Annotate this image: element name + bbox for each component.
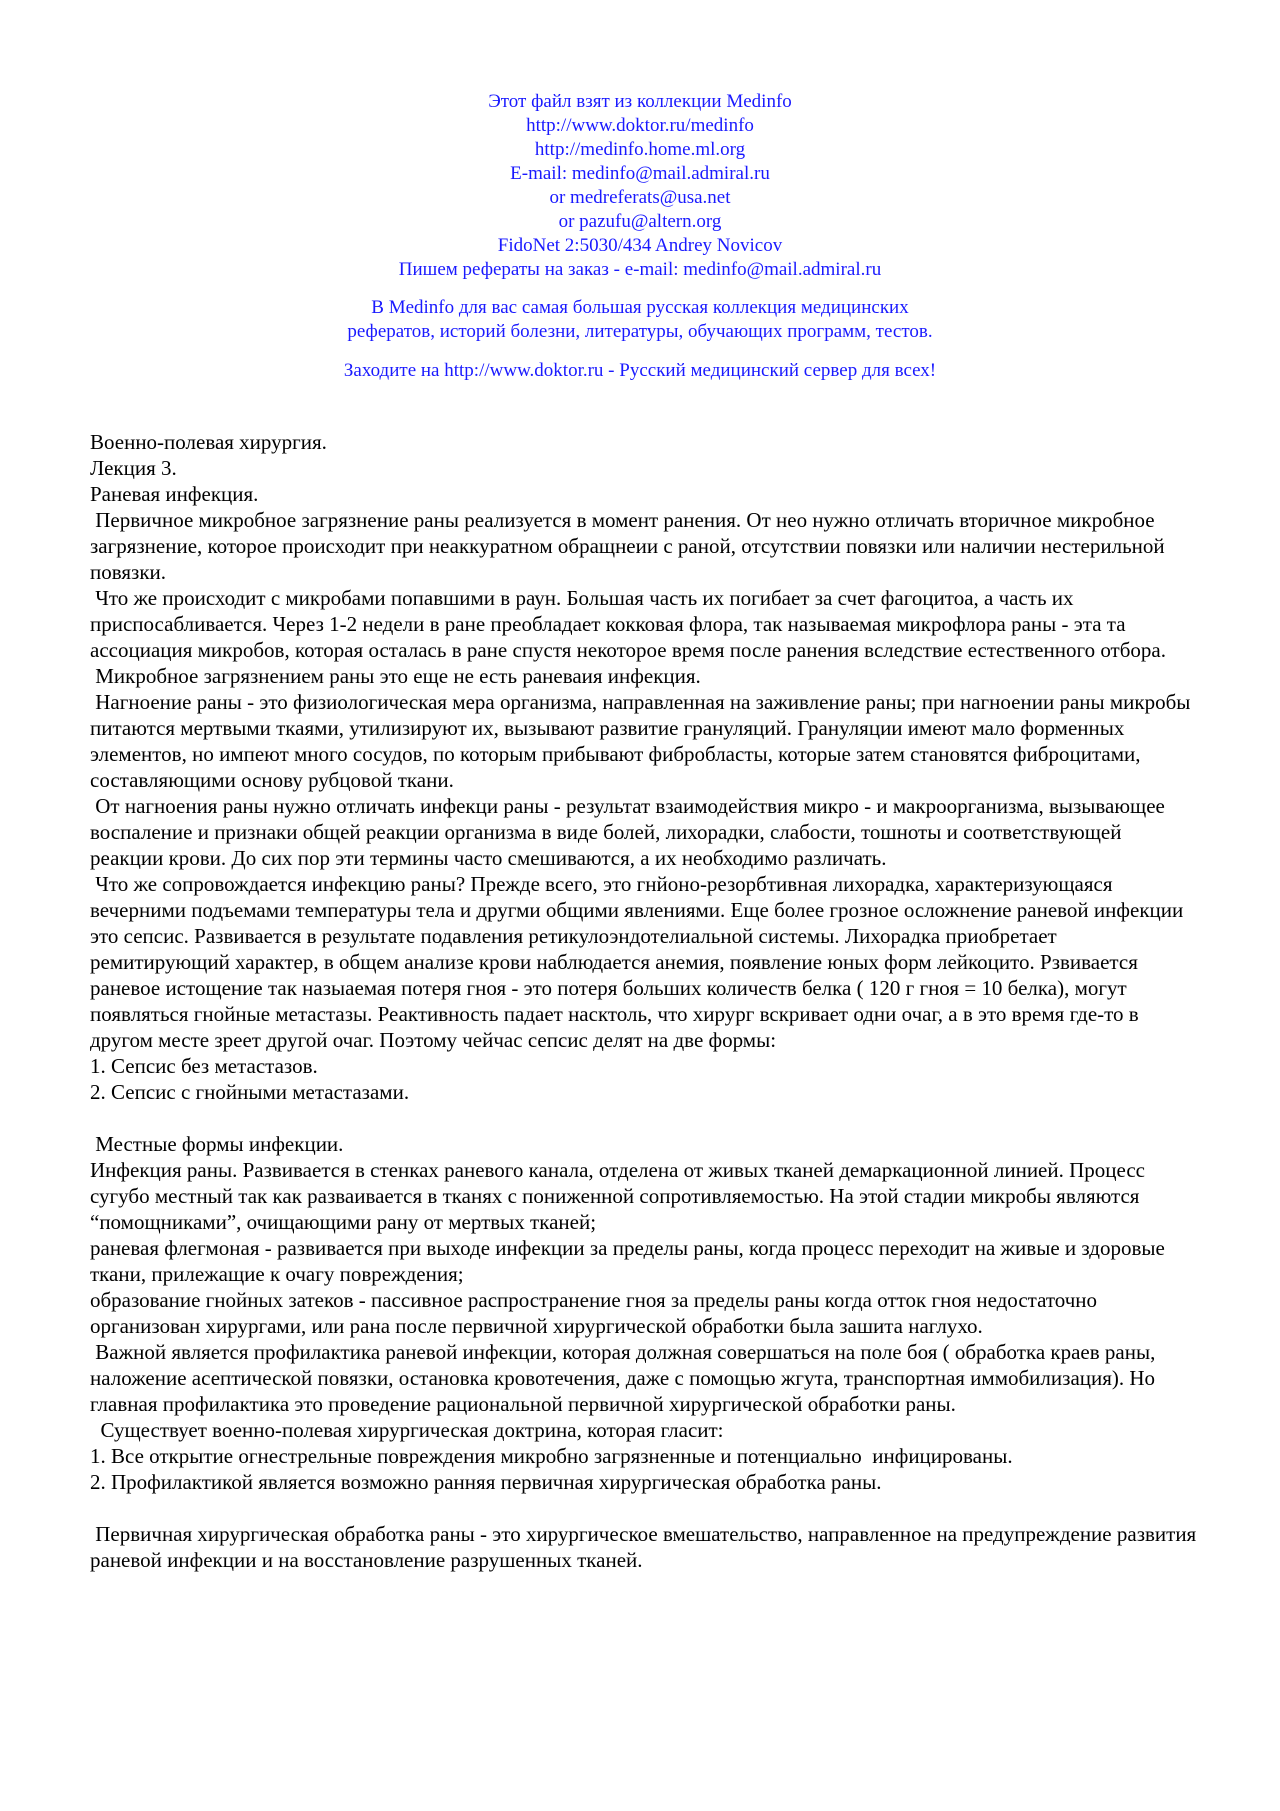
list-item: 1. Сепсис без метастазов. (90, 1054, 318, 1078)
header-visit-line: Заходите на http://www.doktor.ru - Русский медицинский сервер для всех! (343, 360, 937, 381)
header-fidonet: FidoNet 2:5030/434 Andrey Novicov (497, 235, 783, 256)
paragraph: образование гнойных затеков - пассивное распространение гноя за пределы раны когда отток гноя недостаточно организован хирургами, или рана после первичной хирургической обработки была зашита наглухо. (90, 1288, 1098, 1338)
header-email[interactable]: or pazufu@altern.org (558, 211, 722, 232)
header-link[interactable]: http://www.doktor.ru/medinfo (526, 115, 754, 136)
list-item: 2. Сепсис с гнойными метастазами. (90, 1080, 410, 1104)
paragraph: Что же происходит с микробами попавшими в раун. Большая часть их погибает за счет фагоцитоа, а часть их приспосабливается. Через 1-2 недели в ране преобладает кокковая флора, так называемая микрофлора раны - эта та ассоциация микробов, которая осталась в ране спустя некоторое время после ранения вследствие естественного отбора. (90, 586, 1166, 662)
paragraph: Микробное загрязнением раны это еще не есть раневаия инфекция. (90, 664, 701, 688)
header-order-line: Пишем рефераты на заказ - e-mail: medinfo@mail.admiral.ru (398, 259, 882, 280)
header-email[interactable]: or medreferats@usa.net (549, 187, 731, 208)
header-promo-line: рефератов, историй болезни, литературы, обучающих программ, тестов. (347, 321, 933, 342)
doc-title: Военно-полевая хирургия. (90, 430, 327, 454)
lecture-content (90, 429, 1200, 1573)
paragraph: Нагноение раны - это физиологическая мера организма, направленная на заживление раны; при нагноении раны микробы питаются мертвыми ткаями, утилизируют их, вызывают развитие грануляций. Грануляции имеют мало форменных элементов, но импеют много сосудов, по которым прибывают фибробласты, которые затем становятся фиброцитами, составляющими основу рубцовой ткани. (90, 690, 1196, 792)
paragraph: Первичная хирургическая обработка раны - это хирургическое вмешательство, направленное на предупреждение развития раневой инфекции и на восстановление разрушенных тканей. (90, 1522, 1202, 1572)
paragraph: раневая флегмоная - развивается при выходе инфекции за пределы раны, когда процесс переходит на живые и здоровые ткани, прилежащие к очагу повреждения; (90, 1236, 1165, 1286)
header-line: Этот файл взят из коллекции Medinfo (488, 91, 792, 112)
paragraph: Что же сопровождается инфекцию раны? Прежде всего, это гнйоно-резорбтивная лихорадка, характеризующаяся вечерними подъемами температуры тела и другми общими явлениями. Еще более грозное осложнение раневой инфекции это сепсис. Развивается в результате подавления ретикулоэндотелиальной системы. Лихорадка приобретает ремитирующий характер, в общем анализе крови наблюдается анемия, появление юных форм лейкоцито. Рзвивается раневое истощение так назыаемая потеря гноя - это потеря больших количеств белка ( 120 г гноя = 10 белка), могут появляться гнойные метастазы. Реактивность падает насктоль, что хирург вскривает одни очаг, а в это время где-то в другом месте зреет другой очаг. Поэтому чейчас сепсис делят на две формы: (90, 872, 1189, 1052)
lecture-topic: Раневая инфекция. (90, 482, 259, 506)
medinfo-header (90, 90, 1190, 383)
header-link[interactable]: http://medinfo.home.ml.org (534, 139, 746, 160)
paragraph: От нагноения раны нужно отличать инфекци раны - результат взаимодействия микро - и макроорганизма, вызывающее воспаление и признаки общей реакции организма в виде болей, лихорадки, слабости, тошноты и соответствующей реакции крови. До сих пор эти термины часто смешиваются, а их необходимо различать. (90, 794, 1171, 870)
header-email[interactable]: E-mail: medinfo@mail.admiral.ru (510, 163, 770, 184)
paragraph: Первичное микробное загрязнение раны реализуется в момент ранения. От нео нужно отличать вторичное микробное загрязнение, которое происходит при неаккуратном обращнеии с раной, отсутствии повязки или наличии нестерильной повязки. (90, 508, 1170, 584)
header-promo-line: В Medinfo для вас самая большая русская коллекция медицинских (371, 297, 909, 318)
section-heading: Местные формы инфекции. (90, 1132, 344, 1156)
paragraph: Существует военно-полевая хирургическая доктрина, которая гласит: (90, 1418, 724, 1442)
paragraph: Инфекция раны. Развивается в стенках раневого канала, отделена от живых тканей демаркационной линией. Процесс сугубо местный так как разваивается в тканях с пониженной сопротивляемостью. На этой стадии микробы являются “помощниками”, очищающими рану от мертвых тканей; (90, 1158, 1146, 1234)
list-item: 1. Все открытие огнестрельные повреждения микробно загрязненные и потенциально инфицированы. (90, 1444, 1013, 1468)
paragraph: Важной является профилактика раневой инфекции, которая должная совершаться на поле боя ( обработка краев раны, наложение асептической повязки, остановка кровотечения, даже с помощью жгута, транспортная иммобилизация). Но главная профилактика это проведение рациональной первичной хирургической обработки раны. (90, 1340, 1161, 1416)
list-item: 2. Профилактикой является возможно ранняя первичная хирургическая обработка раны. (90, 1470, 882, 1494)
lecture-number: Лекция 3. (90, 456, 177, 480)
